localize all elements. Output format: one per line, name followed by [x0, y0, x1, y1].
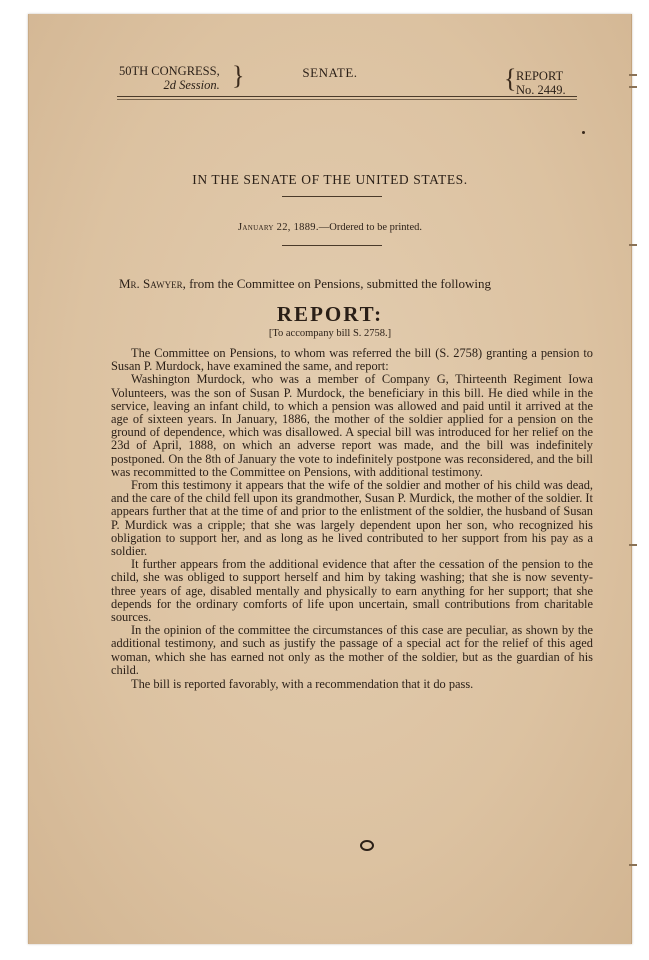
report-label: REPORT — [516, 69, 564, 83]
congress-label: 50TH CONGRESS, — [119, 64, 220, 78]
date-rule — [282, 245, 382, 246]
report-body — [111, 347, 593, 691]
report-heading: REPORT: — [276, 302, 384, 326]
paragraph-referral: The Committee on Pensions, to whom was referred the bill (S. 2758) granting a pension to Susan P. Murdock, have examined the same, and report: — [111, 346, 593, 374]
page-edge-mark — [629, 544, 637, 546]
senator-name: Mr. Sawyer, — [119, 276, 186, 291]
header-rule — [117, 96, 577, 97]
paragraph-additional-evidence: It further appears from the additional evidence that after the cessation of the pension to the child, she was obliged to support herself and him by taking washing; that she is now seventy-three years of age, disabled mentally and physically to earn anything for her support; that she depends for the ordinary comforts of life upon uncertain, small contributions from charitable sources. — [111, 557, 593, 625]
senate-title: IN THE SENATE OF THE UNITED STATES. — [192, 172, 468, 187]
ink-speck — [582, 131, 585, 134]
submission-line — [119, 276, 491, 292]
closing-ornament — [360, 840, 374, 851]
page-edge-mark — [629, 86, 637, 88]
chamber-label: SENATE. — [302, 65, 358, 80]
paragraph-service-history: Washington Murdock, who was a member of Company G, Thirteenth Regiment Iowa Volunteers, was the son of Susan P. Murdock, the beneficiary in this bill. He died while in the service, leaving an infant child, to which a pension was allowed and paid until it arrived at the age of sixteen years. In January, 1886, the mother of the soldier applied for a pension on the ground of dependence, which was disallowed. A special bill was introduced for her relief on the 23d of April, 1888, on which an adverse report was made, and the bill was indefinitely postponed. On the 8th of January the vote to indefinitely postpone was reconsidered, and the bill was recommitted to the Committee on Pensions, with additional testimony. — [111, 372, 593, 479]
right-brace: { — [504, 64, 517, 93]
page-edge-mark — [629, 864, 637, 866]
left-brace: } — [232, 61, 245, 90]
title-rule — [282, 196, 382, 197]
page-edge-mark — [629, 244, 637, 246]
order-date: January 22, 1889. — [238, 222, 319, 233]
order-note: —Ordered to be printed. — [318, 222, 422, 233]
paragraph-recommendation: The bill is reported favorably, with a recommendation that it do pass. — [131, 677, 474, 692]
report-number: No. 2449. — [516, 83, 566, 97]
paragraph-committee-opinion: In the opinion of the committee the circumstances of this case are peculiar, as shown by the additional testimony, and such as justify the passage of a special act for the relief of this aged woman, which she has earned not only as the mother of the soldier, but as the guardian of his child. — [111, 623, 593, 677]
header-rule-double — [117, 99, 577, 100]
document-page — [28, 14, 632, 944]
accompany-bill-note: [To accompany bill S. 2758.] — [268, 328, 392, 339]
submission-text: from the Committee on Pensions, submitted the following — [185, 276, 491, 291]
report-number-block — [516, 69, 566, 97]
paragraph-testimony: From this testimony it appears that the wife of the soldier and mother of his child was dead, and the care of the child fell upon its grandmother, Susan P. Murdick, the mother of the soldier. It appears further that at the time of and prior to the enlistment of the soldier, the husband of Susan P. Murdick was a cripple; that she was largely dependent upon her son, who recognized his obligation to support her, and as long as he lived contributed to her support from his pay as a soldier. — [111, 478, 593, 559]
session-label: 2d Session. — [163, 78, 220, 92]
date-line — [29, 222, 631, 233]
